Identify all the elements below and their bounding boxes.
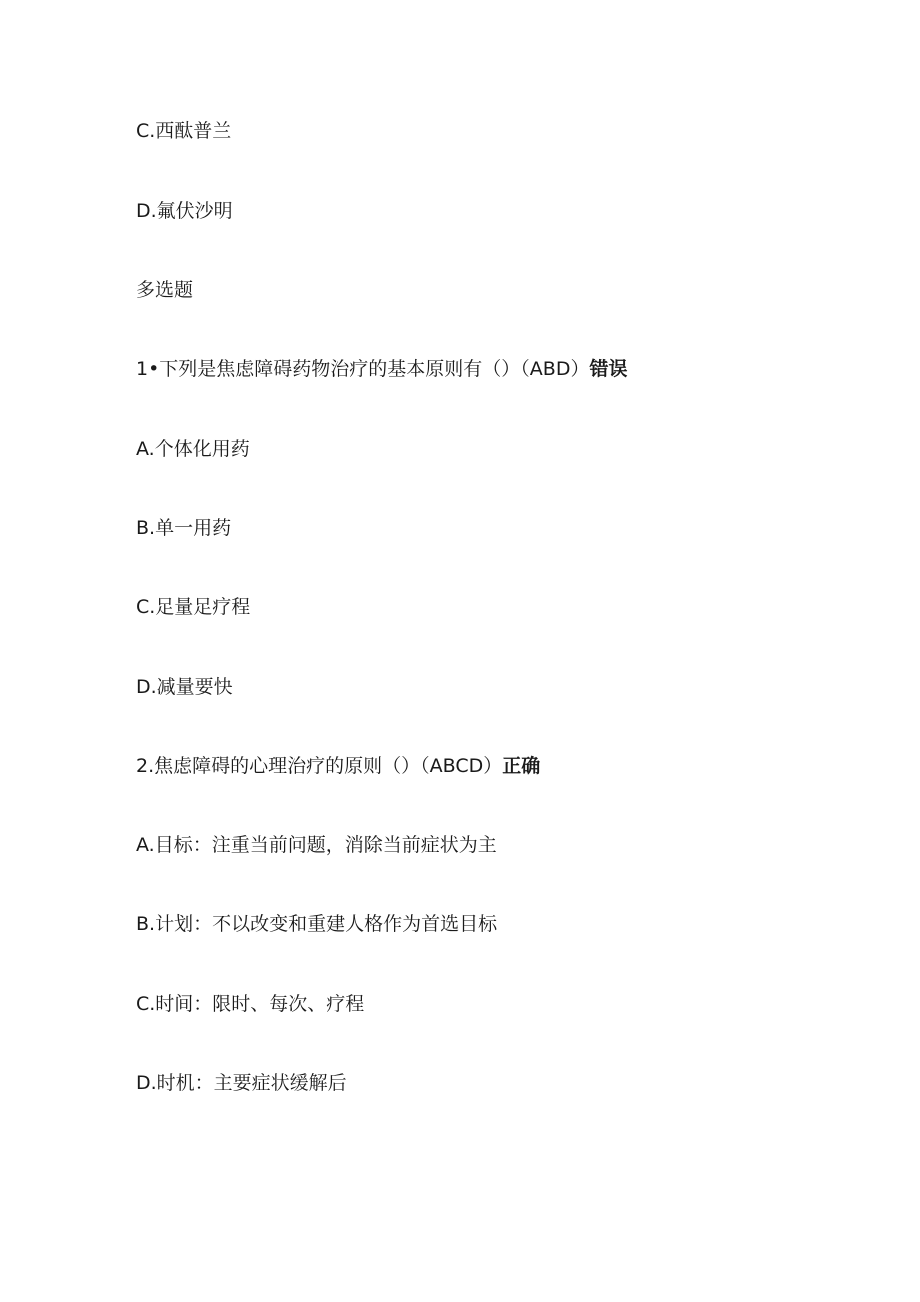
question-2-stem (136, 754, 540, 778)
question-2-option-b: B.计划：不以改变和重建人格作为首选目标 (136, 913, 498, 935)
prev-question-option-c: C.西酞普兰 (136, 120, 232, 142)
question-1-stem-text: 1•下列是焦虑障碍药物治疗的基本原则有（）（ABD） (136, 358, 590, 380)
question-2-verdict: 正确 (502, 755, 541, 777)
question-2-option-d: D.时机：主要症状缓解后 (136, 1072, 347, 1094)
section-title: 多选题 (136, 279, 194, 301)
question-1-option-a: A.个体化用药 (136, 438, 250, 460)
question-2-option-a: A.目标：注重当前问题，消除当前症状为主 (136, 834, 497, 856)
question-2-option-c: C.时间：限时、每次、疗程 (136, 993, 365, 1015)
question-1-option-b: B.单一用药 (136, 517, 232, 539)
prev-question-option-d: D.氟伏沙明 (136, 200, 233, 222)
question-1-option-c: C.足量足疗程 (136, 596, 251, 618)
question-1-stem (136, 357, 627, 381)
question-1-verdict: 错误 (589, 358, 628, 380)
question-2-stem-text: 2.焦虑障碍的心理治疗的原则（）（ABCD） (136, 755, 503, 777)
question-1-option-d: D.减量要快 (136, 676, 233, 698)
